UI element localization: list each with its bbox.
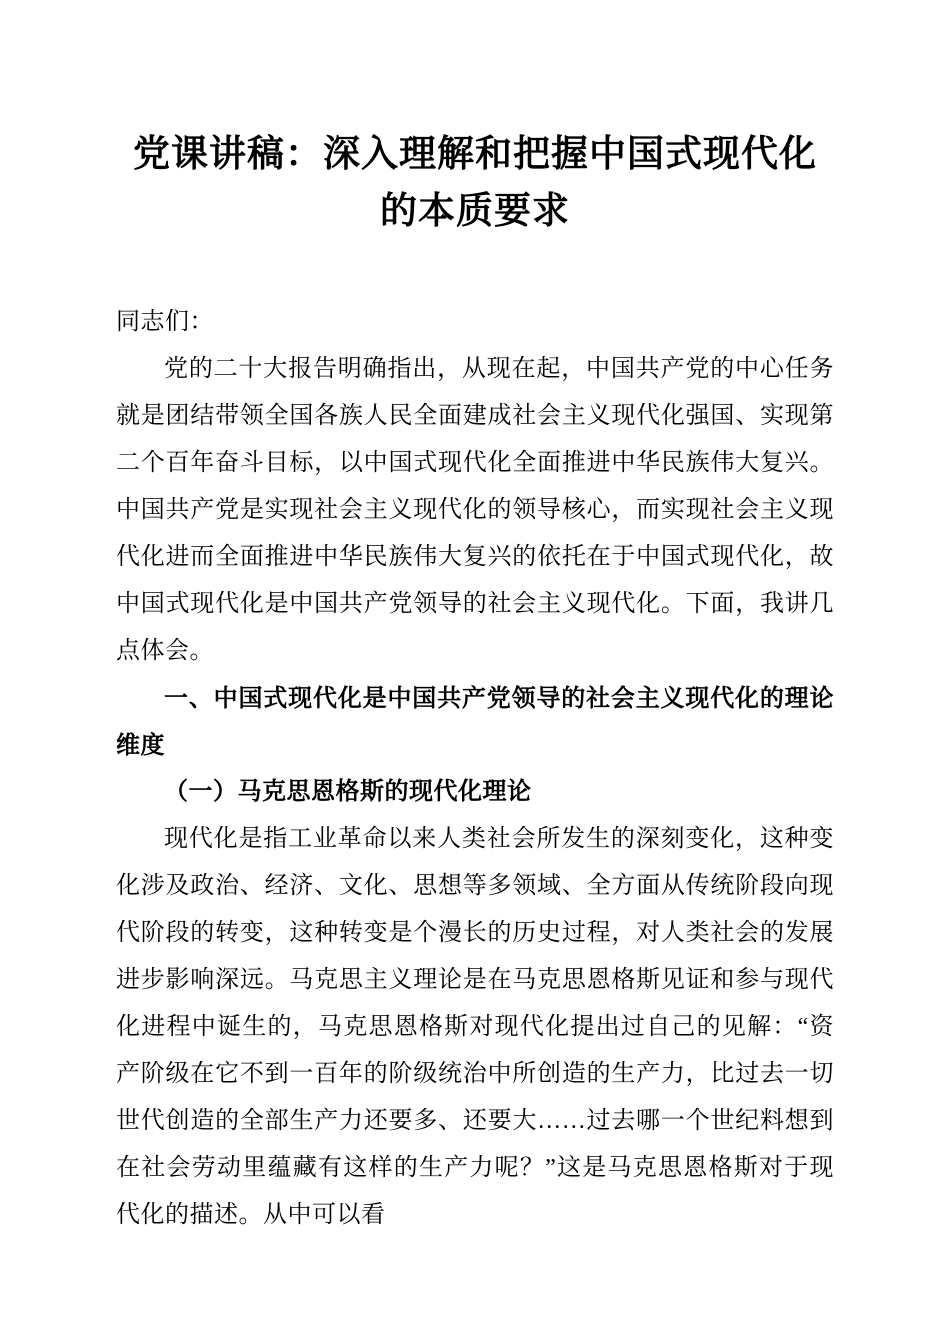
body-paragraph: 现代化是指工业革命以来人类社会所发生的深刻变化，这种变化涉及政治、经济、文化、思想等多领域、全方面从传统阶段向现代阶段的转变，这种转变是个漫长的历史过程，对人类社会的发展进步影响深远。马克思主义理论是在马克思恩格斯见证和参与现代化进程中诞生的，马克思恩格斯对现代化提出过自己的见解：“资产阶级在它不到一百年的阶级统治中所创造的生产力，比过去一切世代创造的全部生产力还要多、还要大……过去哪一个世纪料想到在社会劳动里蕴藏有这样的生产力呢？”这是马克思恩格斯对于现代化的描述。从中可以看 <box>116 825 834 1228</box>
document-title: 党课讲稿：深入理解和把握中国式现代化的本质要求 <box>133 134 817 233</box>
salutation-paragraph: 同志们： <box>116 308 214 335</box>
body-paragraph: 党的二十大报告明确指出，从现在起，中国共产党的中心任务就是团结带领全国各族人民全面建成社会主义现代化强国、实现第二个百年奋斗目标，以中国式现代化全面推进中华民族伟大复兴。中国共产党是实现社会主义现代化的领导核心，而实现社会主义现代化进而全面推进中华民族伟大复兴的依托在于中国式现代化，故中国式现代化是中国共产党领导的社会主义现代化。下面，我讲几点体会。 <box>116 355 834 664</box>
subsection-heading: （一）马克思恩格斯的现代化理论 <box>164 778 532 805</box>
section-heading: 一、中国式现代化是中国共产党领导的社会主义现代化的理论维度 <box>116 684 834 759</box>
